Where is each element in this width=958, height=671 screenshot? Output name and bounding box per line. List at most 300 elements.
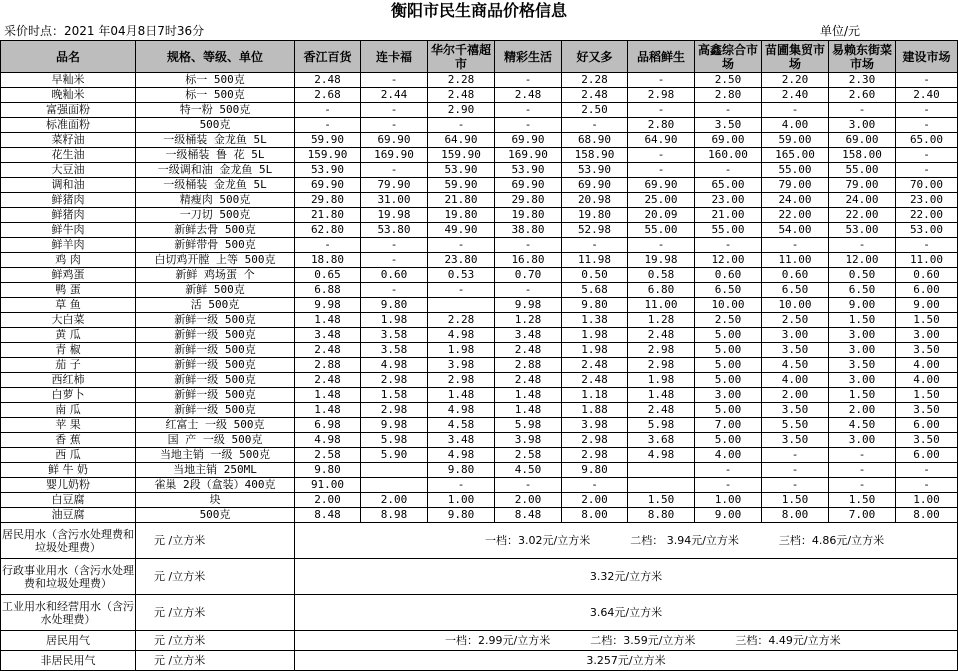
product-name: 苹 果 xyxy=(1,418,136,433)
price-cell: 2.00 xyxy=(762,388,829,403)
product-name: 标准面粉 xyxy=(1,118,136,133)
price-cell: 2.48 xyxy=(495,88,562,103)
price-cell: 5.00 xyxy=(695,373,762,388)
price-cell: 18.80 xyxy=(295,253,361,268)
price-cell: 2.58 xyxy=(495,448,562,463)
price-cell: 9.80 xyxy=(428,463,495,478)
product-name: 菜籽油 xyxy=(1,133,136,148)
utility-name: 工业用水和经营用水（含污水处理费） xyxy=(1,595,136,631)
price-cell: 4.50 xyxy=(829,418,896,433)
price-cell: 69.90 xyxy=(295,178,361,193)
price-cell: 69.90 xyxy=(495,133,562,148)
price-cell: 8.48 xyxy=(295,508,361,523)
product-name: 鲜牛肉 xyxy=(1,223,136,238)
price-cell: 0.70 xyxy=(495,268,562,283)
unit-label: 单位/元 xyxy=(820,24,861,38)
price-cell: - xyxy=(896,238,958,253)
price-cell: - xyxy=(896,463,958,478)
price-cell: 2.68 xyxy=(295,88,361,103)
product-spec: 标一 500克 xyxy=(136,73,295,88)
price-cell: 8.98 xyxy=(361,508,428,523)
table-row xyxy=(1,493,958,508)
product-name: 白豆腐 xyxy=(1,493,136,508)
price-cell: 68.90 xyxy=(562,133,628,148)
page-title: 衡阳市民生商品价格信息 xyxy=(390,1,567,20)
price-cell xyxy=(361,463,428,478)
product-name: 鲜鸡蛋 xyxy=(1,268,136,283)
price-cell: 64.90 xyxy=(628,133,695,148)
price-cell: - xyxy=(361,253,428,268)
header-cell: 华尔千禧超 市 xyxy=(428,41,495,73)
product-spec: 一级桶装 金龙鱼 5L xyxy=(136,133,295,148)
price-cell: 11.00 xyxy=(896,253,958,268)
header-cell: 精彩生活 xyxy=(495,41,562,73)
price-cell: 8.00 xyxy=(896,508,958,523)
price-cell: 23.00 xyxy=(695,193,762,208)
price-cell: 8.00 xyxy=(762,508,829,523)
price-cell: - xyxy=(295,238,361,253)
price-cell: 69.00 xyxy=(829,133,896,148)
header-cell: 建设市场 xyxy=(896,41,958,73)
price-cell: 160.00 xyxy=(695,148,762,163)
product-name: 大豆油 xyxy=(1,163,136,178)
table-row xyxy=(1,148,958,163)
price-cell: 55.00 xyxy=(829,163,896,178)
price-cell: 0.50 xyxy=(829,268,896,283)
table-row xyxy=(1,463,958,478)
price-cell: - xyxy=(361,283,428,298)
table-row xyxy=(1,298,958,313)
price-cell: 9.80 xyxy=(361,298,428,313)
price-cell: 1.28 xyxy=(495,313,562,328)
price-cell: 169.90 xyxy=(361,148,428,163)
price-cell: 2.98 xyxy=(628,358,695,373)
product-name: 调和油 xyxy=(1,178,136,193)
price-cell: 59.90 xyxy=(428,178,495,193)
price-cell: - xyxy=(695,463,762,478)
price-cell: 7.00 xyxy=(829,508,896,523)
price-cell: 69.00 xyxy=(695,133,762,148)
price-cell: - xyxy=(762,478,829,493)
price-cell: 9.80 xyxy=(562,463,628,478)
price-cell: 4.00 xyxy=(762,373,829,388)
price-cell: 11.00 xyxy=(762,253,829,268)
table-row xyxy=(1,118,958,133)
utility-row xyxy=(1,523,958,559)
table-row xyxy=(1,448,958,463)
price-cell: - xyxy=(361,163,428,178)
price-cell: - xyxy=(628,73,695,88)
price-cell: 3.48 xyxy=(495,328,562,343)
header-cell: 规格、等级、单位 xyxy=(136,41,295,73)
price-cell: 5.00 xyxy=(695,403,762,418)
price-cell: 1.50 xyxy=(829,388,896,403)
utility-unit: 元 /立方米 xyxy=(136,559,295,595)
price-cell: 5.50 xyxy=(762,418,829,433)
price-cell: 2.28 xyxy=(428,73,495,88)
utility-name: 行政事业用水（含污水处理费和垃圾处理费） xyxy=(1,559,136,595)
price-cell: 3.98 xyxy=(495,433,562,448)
product-spec: 500克 xyxy=(136,118,295,133)
table-row xyxy=(1,238,958,253)
price-cell: 31.00 xyxy=(361,193,428,208)
price-cell: - xyxy=(361,73,428,88)
price-cell: 1.38 xyxy=(562,313,628,328)
price-cell: 0.65 xyxy=(295,268,361,283)
product-spec: 一级桶装 金龙鱼 5L xyxy=(136,178,295,193)
price-cell: 1.50 xyxy=(829,493,896,508)
price-cell: - xyxy=(495,238,562,253)
price-cell: 29.80 xyxy=(495,193,562,208)
utility-row xyxy=(1,651,958,671)
price-cell: 19.80 xyxy=(495,208,562,223)
price-cell: 2.48 xyxy=(295,373,361,388)
price-cell: 23.00 xyxy=(896,193,958,208)
header-cell: 高鑫综合市 场 xyxy=(695,41,762,73)
price-cell: 169.90 xyxy=(495,148,562,163)
product-name: 南 瓜 xyxy=(1,403,136,418)
utility-row xyxy=(1,595,958,631)
price-cell: 79.00 xyxy=(762,178,829,193)
price-cell: 2.00 xyxy=(495,493,562,508)
price-cell: 1.18 xyxy=(562,388,628,403)
price-cell: 22.00 xyxy=(829,208,896,223)
product-name: 黄 瓜 xyxy=(1,328,136,343)
price-cell: 1.50 xyxy=(896,388,958,403)
product-name: 富强面粉 xyxy=(1,103,136,118)
tier-1: 一档：2.99元/立方米 xyxy=(445,634,551,647)
price-cell: 2.98 xyxy=(361,403,428,418)
price-cell: 9.98 xyxy=(495,298,562,313)
price-cell: 3.48 xyxy=(428,433,495,448)
price-cell: 11.00 xyxy=(628,298,695,313)
product-spec: 新鲜去骨 500克 xyxy=(136,223,295,238)
price-cell: 19.98 xyxy=(628,253,695,268)
price-cell: - xyxy=(495,283,562,298)
utility-unit: 元 /立方米 xyxy=(136,523,295,559)
price-cell: 2.90 xyxy=(428,103,495,118)
product-name: 鲜 牛 奶 xyxy=(1,463,136,478)
product-name: 西红柿 xyxy=(1,373,136,388)
price-cell: - xyxy=(628,148,695,163)
price-cell: 38.80 xyxy=(495,223,562,238)
price-cell: 1.48 xyxy=(295,388,361,403)
price-cell: - xyxy=(695,238,762,253)
utility-row xyxy=(1,559,958,595)
price-cell: 21.80 xyxy=(295,208,361,223)
price-cell: 3.50 xyxy=(896,343,958,358)
price-cell: 19.80 xyxy=(428,208,495,223)
price-cell: 2.50 xyxy=(695,313,762,328)
product-spec: 新鲜一级 500克 xyxy=(136,373,295,388)
product-name: 早籼米 xyxy=(1,73,136,88)
price-cell: 5.98 xyxy=(628,418,695,433)
price-cell: 10.00 xyxy=(695,298,762,313)
price-cell: 0.60 xyxy=(762,268,829,283)
price-cell: - xyxy=(562,238,628,253)
price-cell: 2.60 xyxy=(829,88,896,103)
price-cell: 2.98 xyxy=(628,343,695,358)
price-cell: 1.48 xyxy=(495,388,562,403)
product-spec: 新鲜一级 500克 xyxy=(136,343,295,358)
table-row xyxy=(1,133,958,148)
price-cell: 3.50 xyxy=(896,403,958,418)
header-cell: 品稻鲜生 xyxy=(628,41,695,73)
price-cell: 53.90 xyxy=(295,163,361,178)
price-cell: 69.90 xyxy=(562,178,628,193)
product-name: 大白菜 xyxy=(1,313,136,328)
price-cell: 3.00 xyxy=(896,328,958,343)
price-cell: 59.90 xyxy=(295,133,361,148)
price-cell: 2.48 xyxy=(428,88,495,103)
price-cell: 2.48 xyxy=(495,373,562,388)
price-cell: 9.80 xyxy=(562,298,628,313)
price-cell: 3.98 xyxy=(428,358,495,373)
price-cell: 3.98 xyxy=(562,418,628,433)
price-cell: 2.48 xyxy=(562,358,628,373)
product-spec: 新鲜一级 500克 xyxy=(136,313,295,328)
header-row xyxy=(1,41,958,73)
price-cell: 2.00 xyxy=(562,493,628,508)
price-cell: 4.50 xyxy=(762,358,829,373)
product-name: 青 椒 xyxy=(1,343,136,358)
product-spec: 块 xyxy=(136,493,295,508)
price-cell: 2.44 xyxy=(361,88,428,103)
price-cell: 2.50 xyxy=(762,313,829,328)
price-cell: 79.90 xyxy=(361,178,428,193)
product-spec: 新鲜一级 500克 xyxy=(136,388,295,403)
price-cell: - xyxy=(829,448,896,463)
price-cell: - xyxy=(562,478,628,493)
price-cell: 69.90 xyxy=(495,178,562,193)
price-cell: 2.88 xyxy=(295,358,361,373)
price-cell: 6.88 xyxy=(295,283,361,298)
price-cell: 2.30 xyxy=(829,73,896,88)
price-cell: - xyxy=(361,238,428,253)
price-cell: 6.00 xyxy=(896,418,958,433)
table-row xyxy=(1,478,958,493)
price-cell: 1.50 xyxy=(896,313,958,328)
price-cell: 2.50 xyxy=(695,73,762,88)
price-cell xyxy=(628,463,695,478)
price-cell: 6.00 xyxy=(896,448,958,463)
table-row xyxy=(1,313,958,328)
price-cell: 159.90 xyxy=(428,148,495,163)
price-cell: 1.50 xyxy=(628,493,695,508)
price-cell: 4.98 xyxy=(428,403,495,418)
price-cell: 11.98 xyxy=(562,253,628,268)
product-name: 鸡 肉 xyxy=(1,253,136,268)
price-cell: 25.00 xyxy=(628,193,695,208)
price-cell: 9.00 xyxy=(896,298,958,313)
utility-unit: 元 /立方米 xyxy=(136,651,295,671)
price-cell: 4.98 xyxy=(361,358,428,373)
price-cell: 6.50 xyxy=(762,283,829,298)
price-cell: - xyxy=(829,463,896,478)
tier-3: 三档：4.86元/立方米 xyxy=(778,534,885,547)
price-cell: 2.48 xyxy=(562,373,628,388)
price-cell: - xyxy=(896,118,958,133)
price-cell: 24.00 xyxy=(829,193,896,208)
price-cell: - xyxy=(762,463,829,478)
table-row xyxy=(1,358,958,373)
table-row xyxy=(1,73,958,88)
price-cell: 20.98 xyxy=(562,193,628,208)
price-cell: 55.00 xyxy=(762,163,829,178)
price-cell: 6.50 xyxy=(829,283,896,298)
product-spec: 国 产 一级 500克 xyxy=(136,433,295,448)
price-cell: 4.98 xyxy=(295,433,361,448)
price-cell: 3.58 xyxy=(361,328,428,343)
price-cell: - xyxy=(695,478,762,493)
price-body xyxy=(1,73,958,523)
price-cell: - xyxy=(762,238,829,253)
price-cell: 29.80 xyxy=(295,193,361,208)
price-cell: 5.00 xyxy=(695,358,762,373)
price-cell: 3.00 xyxy=(829,343,896,358)
price-cell: 53.90 xyxy=(428,163,495,178)
utility-body xyxy=(1,523,958,671)
price-cell: 65.00 xyxy=(896,133,958,148)
price-cell: 2.58 xyxy=(295,448,361,463)
table-row xyxy=(1,178,958,193)
price-cell: 8.80 xyxy=(628,508,695,523)
price-cell: 3.00 xyxy=(829,118,896,133)
price-cell: - xyxy=(428,118,495,133)
table-row xyxy=(1,193,958,208)
price-cell: 19.98 xyxy=(361,208,428,223)
price-cell: 9.98 xyxy=(361,418,428,433)
price-cell: 1.50 xyxy=(829,313,896,328)
product-spec: 一级桶装 鲁 花 5L xyxy=(136,148,295,163)
header-cell: 品名 xyxy=(1,41,136,73)
price-cell: 3.50 xyxy=(762,343,829,358)
price-cell: 3.00 xyxy=(829,328,896,343)
price-cell: - xyxy=(361,118,428,133)
price-cell: 24.00 xyxy=(762,193,829,208)
price-cell: 3.68 xyxy=(628,433,695,448)
table-row xyxy=(1,283,958,298)
price-cell: 22.00 xyxy=(896,208,958,223)
price-cell: 2.88 xyxy=(495,358,562,373)
price-cell: 7.00 xyxy=(695,418,762,433)
product-name: 白萝卜 xyxy=(1,388,136,403)
price-cell: 9.98 xyxy=(295,298,361,313)
product-name: 油豆腐 xyxy=(1,508,136,523)
utility-unit: 元 /立方米 xyxy=(136,595,295,631)
price-cell: 5.00 xyxy=(695,433,762,448)
table-row xyxy=(1,208,958,223)
price-cell: 1.00 xyxy=(428,493,495,508)
table-row xyxy=(1,403,958,418)
price-cell: 0.53 xyxy=(428,268,495,283)
price-cell: 3.00 xyxy=(829,433,896,448)
table-row xyxy=(1,223,958,238)
price-cell: 64.90 xyxy=(428,133,495,148)
price-cell: 8.48 xyxy=(495,508,562,523)
utility-value: 3.64元/立方米 xyxy=(295,595,958,631)
price-cell: 3.00 xyxy=(762,328,829,343)
price-cell: 2.20 xyxy=(762,73,829,88)
collect-time: 采价时点：2021 年04月8日7时36分 xyxy=(4,24,205,38)
table-row xyxy=(1,268,958,283)
product-name: 鲜猪肉 xyxy=(1,193,136,208)
table-row xyxy=(1,418,958,433)
header-cell: 苗圃集贸市 场 xyxy=(762,41,829,73)
utility-value: 3.257元/立方米 xyxy=(295,651,958,671)
price-cell: 0.60 xyxy=(695,268,762,283)
price-cell: 2.98 xyxy=(562,433,628,448)
price-cell: - xyxy=(695,163,762,178)
price-cell: 1.00 xyxy=(695,493,762,508)
price-cell: - xyxy=(896,148,958,163)
price-cell: 0.60 xyxy=(361,268,428,283)
price-cell: 53.90 xyxy=(562,163,628,178)
header-cell: 连卡福 xyxy=(361,41,428,73)
price-cell: 12.00 xyxy=(695,253,762,268)
price-cell: - xyxy=(762,103,829,118)
price-cell: 65.00 xyxy=(695,178,762,193)
price-cell xyxy=(361,478,428,493)
utility-name: 居民用气 xyxy=(1,631,136,651)
price-cell xyxy=(628,478,695,493)
product-name: 草 鱼 xyxy=(1,298,136,313)
price-cell: 1.48 xyxy=(628,388,695,403)
price-cell: 70.00 xyxy=(896,178,958,193)
price-table xyxy=(0,40,958,671)
price-cell: 2.48 xyxy=(628,403,695,418)
price-cell: - xyxy=(896,103,958,118)
price-cell: 3.58 xyxy=(361,343,428,358)
price-cell: 55.00 xyxy=(695,223,762,238)
tier-2: 二档： 3.94元/立方米 xyxy=(630,534,739,547)
product-spec: 新鲜 500克 xyxy=(136,283,295,298)
price-cell: 12.00 xyxy=(829,253,896,268)
table-row xyxy=(1,253,958,268)
price-cell: 6.98 xyxy=(295,418,361,433)
table-row xyxy=(1,508,958,523)
price-cell: 2.48 xyxy=(562,88,628,103)
product-spec: 活 500克 xyxy=(136,298,295,313)
price-cell: 3.50 xyxy=(762,433,829,448)
price-cell: 1.48 xyxy=(428,388,495,403)
price-cell: 2.48 xyxy=(295,73,361,88)
price-cell: 9.00 xyxy=(695,508,762,523)
price-cell: 0.50 xyxy=(562,268,628,283)
price-cell: 158.00 xyxy=(829,148,896,163)
price-cell: 54.00 xyxy=(762,223,829,238)
utility-name: 居民用水（含污水处理费和垃圾处理费） xyxy=(1,523,136,559)
product-spec: 新鲜一级 500克 xyxy=(136,358,295,373)
utility-tiers xyxy=(295,631,958,651)
price-cell: 4.00 xyxy=(695,448,762,463)
price-cell: 2.28 xyxy=(562,73,628,88)
price-cell: 23.80 xyxy=(428,253,495,268)
price-cell: 1.48 xyxy=(495,403,562,418)
tier-1: 一档：3.02元/立方米 xyxy=(485,534,591,547)
header-cell: 好又多 xyxy=(562,41,628,73)
table-row xyxy=(1,343,958,358)
price-cell: 19.80 xyxy=(562,208,628,223)
price-cell: - xyxy=(896,478,958,493)
price-cell: 2.50 xyxy=(562,103,628,118)
price-cell: 4.00 xyxy=(762,118,829,133)
price-cell: - xyxy=(628,238,695,253)
price-cell: 4.50 xyxy=(495,463,562,478)
utility-name: 非居民用气 xyxy=(1,651,136,671)
price-cell: 4.98 xyxy=(428,448,495,463)
price-cell: - xyxy=(896,73,958,88)
